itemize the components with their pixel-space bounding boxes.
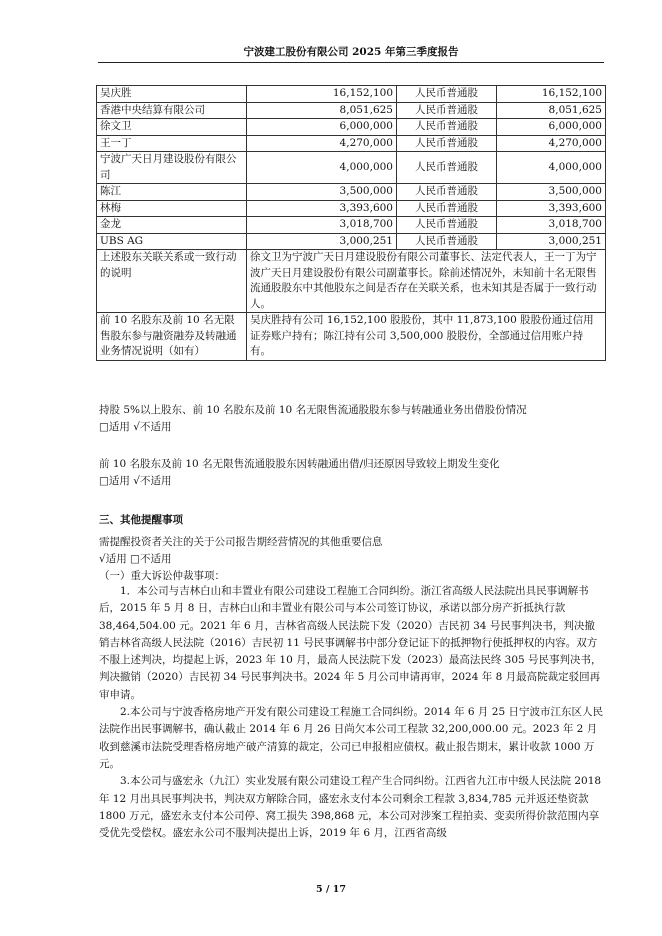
litigation-item-1: 1．本公司与吉林白山和丰置业有限公司建设工程施工合同纠纷。浙江省高级人民法院出具民事调解书后，2015 年 5 月 8 日，吉林白山和丰置业有限公司与本公司签订协议，承诺以部分房产折抵执行款 38,464,504.00 元。2021 年 6 月，吉林省高级人民法院下发（2020）吉民初 34 号民事判决书，判决撤销吉林省高级人民法院（2016）吉民初 11 号民事调解书中部分登记证下的抵押物行使抵押权的内容。双方不服上述判决，均提起上诉，2023 年 10 月，最高人民法院下发（2023）最高法民终 305 号民事判决书，判决撤销（2020）吉民初 34 号民事判决书。2024 年 5 月公司申请再审，2024 年 8 月最高院裁定驳回再审申请。: [99, 585, 602, 701]
shareholder-name: 香港中央结算有限公司: [97, 102, 247, 119]
table-row: [97, 184, 606, 201]
share-type: 人民币普通股: [397, 233, 497, 250]
table-row: [97, 217, 606, 234]
share-count: 4,270,000: [247, 135, 397, 152]
share-amount: 16,152,100: [497, 86, 606, 103]
related-party-text: 徐文卫为宁波广天日月建设股份有限公司董事长、法定代表人，王一丁为宁波广天日月建设股份有限公司副董事长。除前述情况外，未知前十名无限售流通股股东中其他股东之间是否存在关联关系，也未知其是否属于一致行动人。: [247, 250, 606, 313]
share-count: 16,152,100: [247, 86, 397, 103]
share-type: 人民币普通股: [397, 184, 497, 201]
shareholder-name: 吴庆胜: [97, 86, 247, 103]
table-row: [97, 119, 606, 136]
share-type: 人民币普通股: [397, 119, 497, 136]
share-amount: 3,018,700: [497, 217, 606, 234]
litigation-heading: （一）重大诉讼仲裁事项：: [99, 570, 225, 582]
share-count: 4,000,000: [247, 152, 397, 184]
share-type: 人民币普通股: [397, 152, 497, 184]
table-row: [97, 313, 606, 361]
share-type: 人民币普通股: [397, 200, 497, 217]
table-row: [97, 152, 606, 184]
header-divider: [98, 62, 604, 63]
share-amount: 6,000,000: [497, 119, 606, 136]
share-amount: 8,051,625: [497, 102, 606, 119]
margin-financing-text: 吴庆胜持有公司 16,152,100 股股份，其中 11,873,100 股股份通过信用证券账户持有；陈江持有公司 3,500,000 股股份，全部通过信用账户持有。: [247, 313, 606, 361]
related-party-label: 上述股东关联关系或一致行动的说明: [97, 250, 247, 313]
share-count: 8,051,625: [247, 102, 397, 119]
share-count: 3,393,600: [247, 200, 397, 217]
share-type: 人民币普通股: [397, 86, 497, 103]
share-count: 6,000,000: [247, 119, 397, 136]
section-intro: 需提醒投资者关注的关于公司报告期经营情况的其他重要信息: [99, 536, 383, 548]
share-type: 人民币普通股: [397, 102, 497, 119]
share-amount: 3,393,600: [497, 200, 606, 217]
page-header: 宁波建工股份有限公司 2025 年第三季度报告: [243, 46, 459, 58]
lending-block: [99, 402, 604, 436]
table-row: [97, 102, 606, 119]
margin-financing-label: 前 10 名股东及前 10 名无限售股东参与融资融券及转融通业务情况说明（如有）: [97, 313, 247, 361]
section-options: √适用 □不适用: [99, 553, 172, 565]
shareholder-name: 金龙: [97, 217, 247, 234]
share-count: 3,018,700: [247, 217, 397, 234]
table-row: [97, 86, 606, 103]
litigation-list: [99, 583, 604, 842]
share-type: 人民币普通股: [397, 135, 497, 152]
share-amount: 4,000,000: [497, 152, 606, 184]
section-heading: 三、其他提醒事项: [99, 514, 183, 526]
share-amount: 4,270,000: [497, 135, 606, 152]
share-type: 人民币普通股: [397, 217, 497, 234]
shareholder-name: 王一丁: [97, 135, 247, 152]
shareholder-name: 徐文卫: [97, 119, 247, 136]
lending-title: 持股 5%以上股东、前 10 名股东及前 10 名无限售流通股股东参与转融通业务出借股份情况: [99, 404, 527, 416]
table-row: [97, 135, 606, 152]
page-number: 5 / 17: [316, 884, 346, 895]
lending-options: □适用 √不适用: [99, 421, 172, 433]
litigation-item-2: 2.本公司与宁波香格房地产开发有限公司建设工程施工合同纠纷。2014 年 6 月 25 日宁波市江东区人民法院作出民事调解书，确认截止 2014 年 6 月 26 日尚欠本公司工程款 32,200,000.00 元。2023 年 2 月收到慈溪市法院受理香格房地产破产清算的裁定，公司已申报相应债权。截止报告期末，累计收款 1000 万元。: [99, 706, 603, 770]
shareholder-name: UBS AG: [97, 233, 247, 250]
share-count: 3,000,251: [247, 233, 397, 250]
change-options: □适用 √不适用: [99, 475, 172, 487]
litigation-item-3: 3.本公司与盛宏永（九江）实业发展有限公司建设工程产生合同纠纷。江西省九江市中级人民法院 2018 年 12 月出具民事判决书，判决双方解除合同，盛宏永支付本公司剩余工程款 3,834,785 元并返还垫资款 1800 万元，盛宏永支付本公司停、窝工损失 398,868 元，本公司对涉案工程拍卖、变卖所得价款范围内享受优先受偿权。盛宏永公司不服判决提出上诉，2019 年 6 月，江西省高级: [99, 775, 602, 840]
change-block: [99, 456, 604, 490]
shareholder-table: [96, 85, 606, 361]
share-count: 3,500,000: [247, 184, 397, 201]
section-other-matters: [99, 512, 604, 585]
share-amount: 3,000,251: [497, 233, 606, 250]
shareholder-name: 宁波广天日月建设股份有限公司: [97, 152, 247, 184]
table-row: [97, 200, 606, 217]
table-row: [97, 250, 606, 313]
shareholder-name: 陈江: [97, 184, 247, 201]
change-title: 前 10 名股东及前 10 名无限售流通股股东因转融通出借/归还原因导致较上期发生变化: [99, 458, 500, 470]
table-row: [97, 233, 606, 250]
share-amount: 3,500,000: [497, 184, 606, 201]
shareholder-name: 林梅: [97, 200, 247, 217]
